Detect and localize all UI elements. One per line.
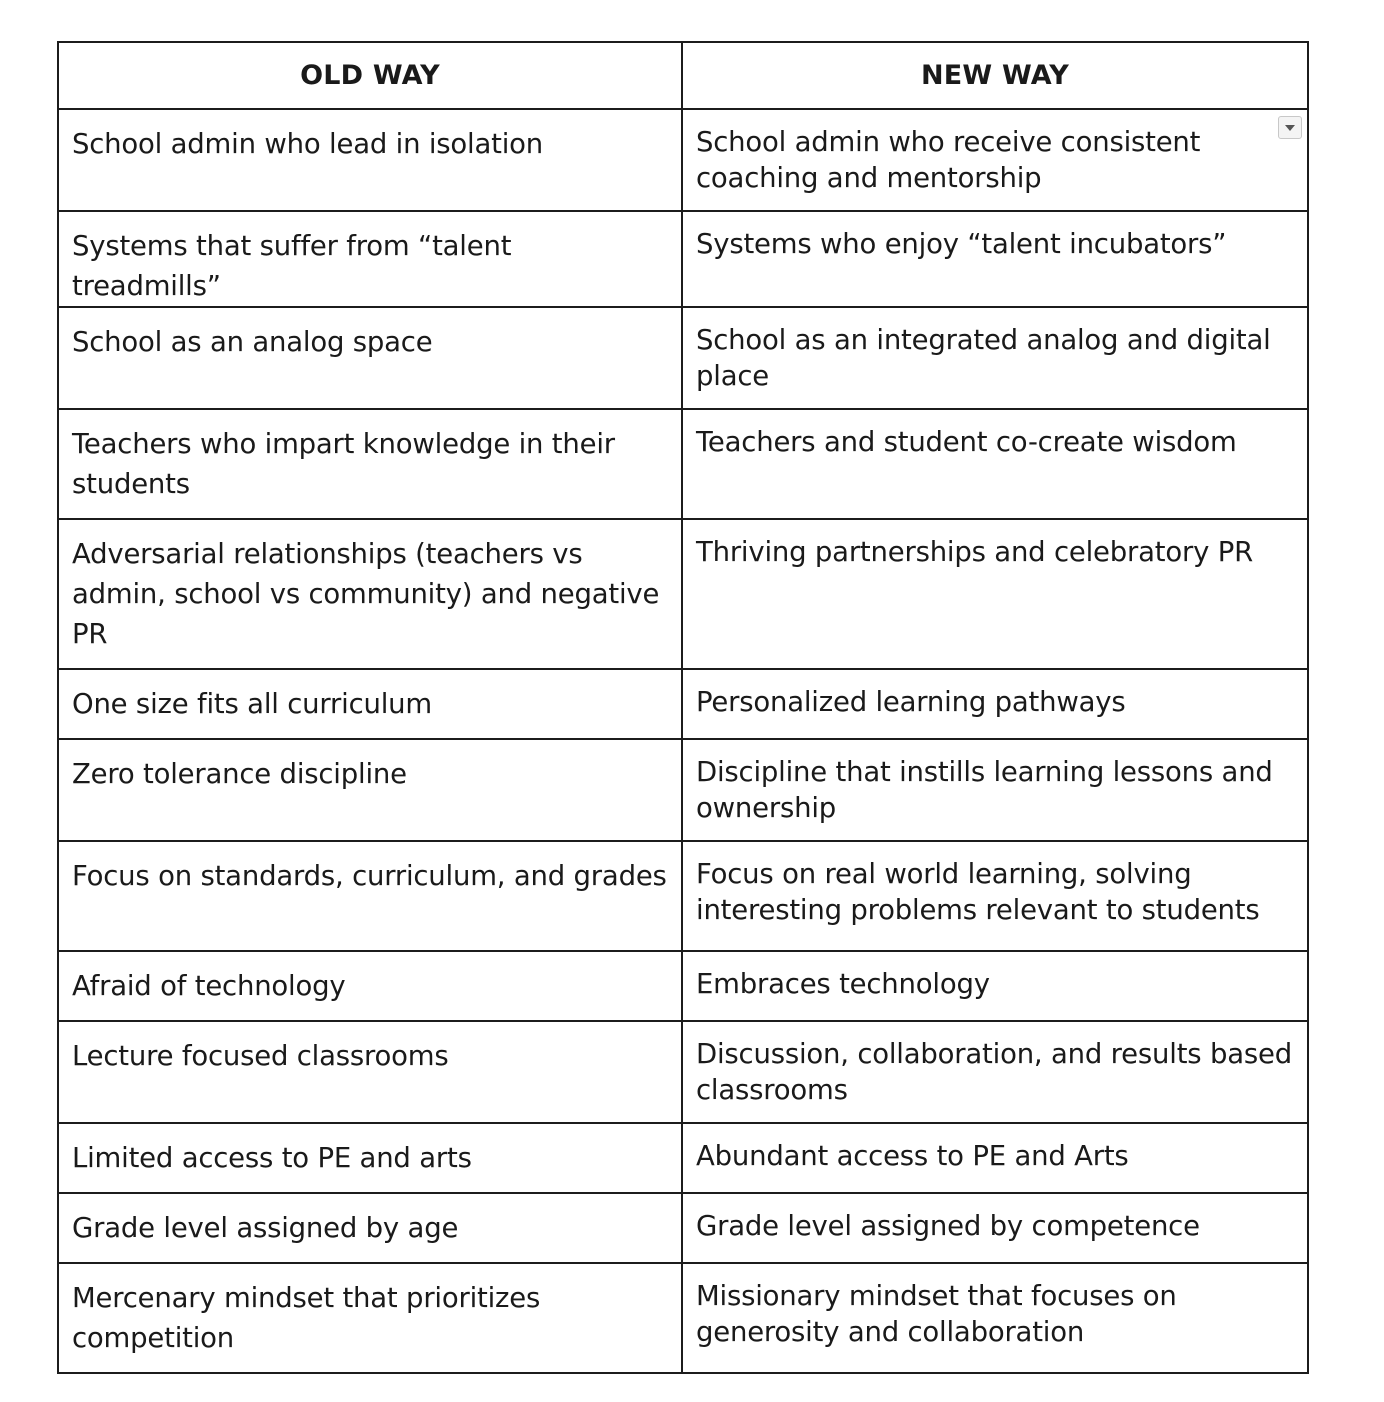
- new-way-cell: Focus on real world learning, solving interesting problems relevant to students: [682, 841, 1308, 951]
- table-row: [58, 841, 1308, 951]
- table-row: [58, 1123, 1308, 1193]
- old-way-cell: School admin who lead in isolation: [58, 109, 682, 211]
- new-way-cell: School as an integrated analog and digital place: [682, 307, 1308, 409]
- chevron-down-icon[interactable]: [1278, 116, 1302, 139]
- table-row: [58, 951, 1308, 1021]
- old-way-cell: Systems that suffer from “talent treadmills”: [58, 211, 682, 307]
- old-way-cell: Afraid of technology: [58, 951, 682, 1021]
- new-way-cell: Thriving partnerships and celebratory PR: [682, 519, 1308, 669]
- table-row: [58, 409, 1308, 519]
- old-way-cell: Limited access to PE and arts: [58, 1123, 682, 1193]
- new-way-cell: Teachers and student co-create wisdom: [682, 409, 1308, 519]
- new-way-cell: Personalized learning pathways: [682, 669, 1308, 739]
- old-way-cell: Zero tolerance discipline: [58, 739, 682, 841]
- new-way-cell: Systems who enjoy “talent incubators”: [682, 211, 1308, 307]
- new-way-cell: Discussion, collaboration, and results based classrooms: [682, 1021, 1308, 1123]
- header-old-way: OLD WAY: [58, 42, 682, 109]
- header-row: [58, 42, 1308, 109]
- table-row: [58, 1193, 1308, 1263]
- table-row: [58, 211, 1308, 307]
- new-way-cell: Abundant access to PE and Arts: [682, 1123, 1308, 1193]
- table-row: [58, 669, 1308, 739]
- table-row: [58, 109, 1308, 211]
- table-row: [58, 739, 1308, 841]
- comparison-table: [57, 41, 1309, 1374]
- old-way-cell: Grade level assigned by age: [58, 1193, 682, 1263]
- new-way-cell: Grade level assigned by competence: [682, 1193, 1308, 1263]
- old-way-cell: One size fits all curriculum: [58, 669, 682, 739]
- old-way-cell: Focus on standards, curriculum, and grades: [58, 841, 682, 951]
- old-way-cell: Adversarial relationships (teachers vs admin, school vs community) and negative PR: [58, 519, 682, 669]
- table-row: [58, 307, 1308, 409]
- old-way-cell: Lecture focused classrooms: [58, 1021, 682, 1123]
- new-way-cell: [682, 109, 1308, 211]
- old-way-cell: Teachers who impart knowledge in their students: [58, 409, 682, 519]
- old-way-cell: Mercenary mindset that prioritizes competition: [58, 1263, 682, 1373]
- old-way-cell: School as an analog space: [58, 307, 682, 409]
- new-way-cell: Discipline that instills learning lessons and ownership: [682, 739, 1308, 841]
- table-row: [58, 1263, 1308, 1373]
- header-new-way: NEW WAY: [682, 42, 1308, 109]
- new-way-text: School admin who receive consistent coaching and mentorship: [696, 126, 1201, 194]
- table-row: [58, 1021, 1308, 1123]
- new-way-cell: Missionary mindset that focuses on generosity and collaboration: [682, 1263, 1308, 1373]
- table-row: [58, 519, 1308, 669]
- new-way-cell: Embraces technology: [682, 951, 1308, 1021]
